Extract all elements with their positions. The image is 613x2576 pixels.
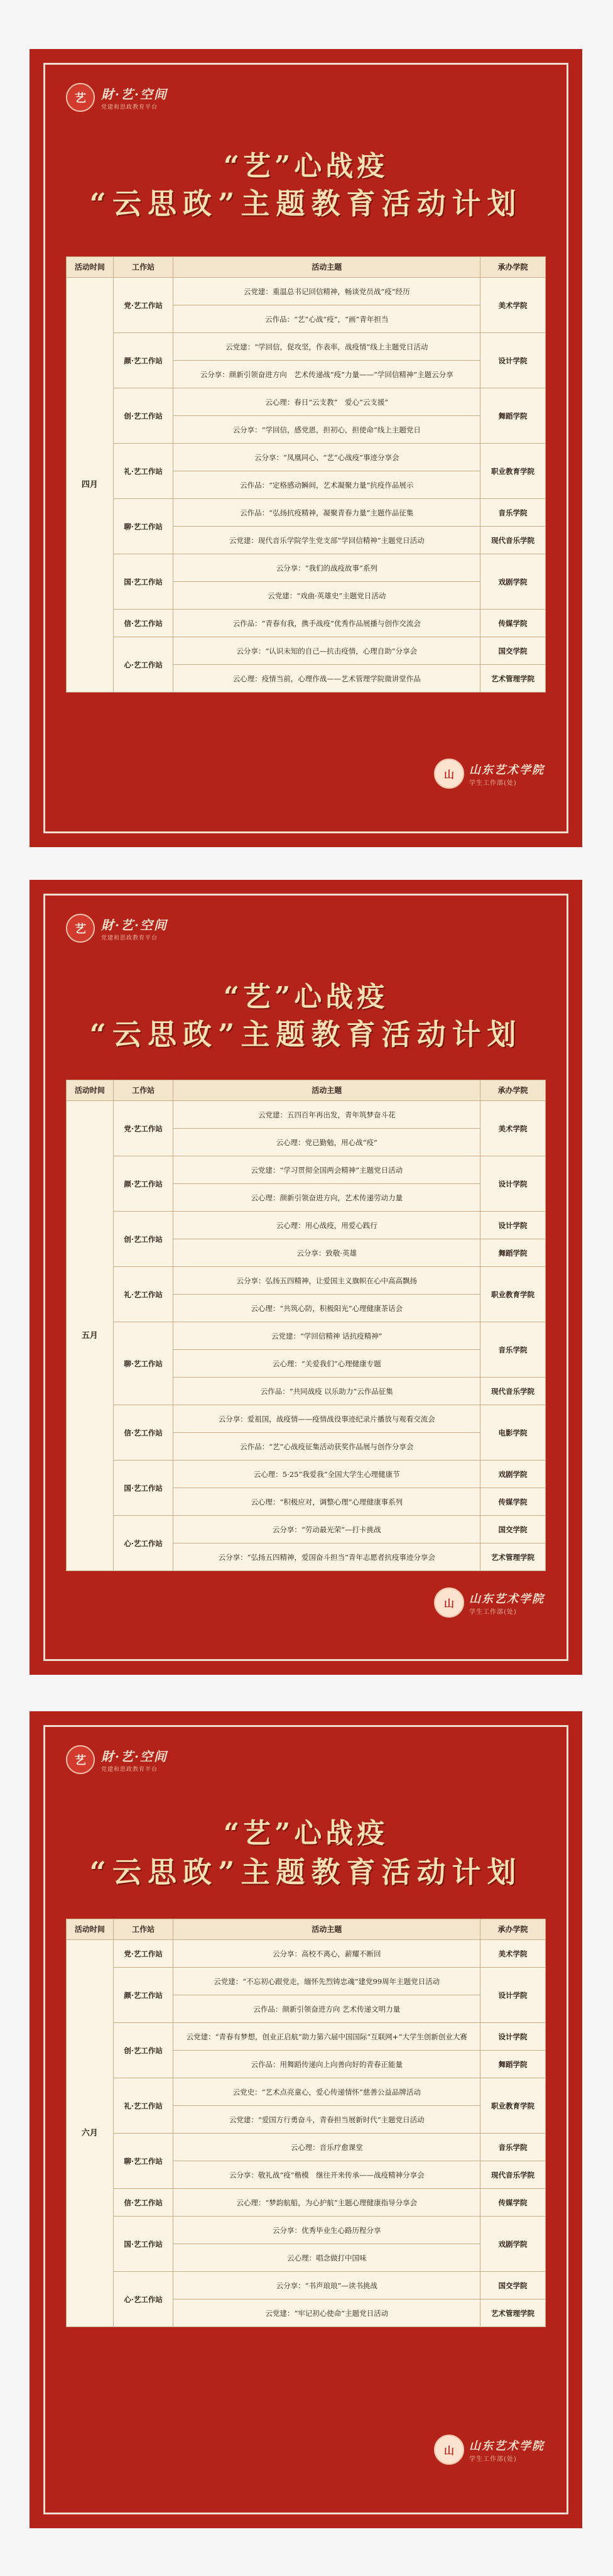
logo-seal-icon: 艺: [66, 1745, 95, 1774]
title-line1: “艺”心战疫: [223, 981, 389, 1013]
college-cell: 职业教育学院: [480, 2078, 546, 2134]
school-seal-icon: 山: [434, 1587, 464, 1618]
header-time: 活动时间: [67, 1080, 114, 1101]
college-cell: 音乐学院: [480, 2134, 546, 2161]
college-cell: 传媒学院: [480, 1488, 546, 1516]
activity-cell: 云分享：优秀毕业生心路历程分享: [173, 2217, 480, 2244]
studio-cell: 创·艺工作站: [113, 2023, 173, 2078]
studio-cell: 国·艺工作站: [113, 554, 173, 610]
logo-name: 財·艺·空间: [101, 87, 168, 102]
studio-cell: 国·艺工作站: [113, 1461, 173, 1516]
header-time: 活动时间: [67, 1919, 114, 1940]
activity-cell: 云心理：“积极应对，调整心理”心理健康事系列: [173, 1488, 480, 1516]
logo-subtitle: 党建和思政教育平台: [101, 104, 158, 111]
poster-april: [30, 49, 582, 847]
table-row: [67, 2078, 546, 2106]
activity-cell: 云作品：颜新引领奋进方向 艺术传递文明力量: [173, 1995, 480, 2023]
studio-cell: 创·艺工作站: [113, 1212, 173, 1267]
activity-cell: 云作品：“共同战疫 以乐助力”云作品征集: [173, 1378, 480, 1405]
poster-june: [30, 1711, 582, 2528]
activity-cell: 云心理：“梦韵航船，为心护航”主题心理健康指导分享会: [173, 2189, 480, 2217]
department-name: 学生工作部(处): [469, 779, 517, 787]
activity-cell: 云心理：颜新引领奋进方向，艺术传递劳动力量: [173, 1184, 480, 1212]
department-name: 学生工作部(处): [469, 2455, 517, 2463]
college-cell: 戏剧学院: [480, 1461, 546, 1488]
month-cell: 六月: [67, 1940, 114, 2327]
table-row: [67, 278, 546, 305]
title-line1: “艺”心战疫: [223, 150, 389, 182]
header-studio: 工作站: [113, 1919, 173, 1940]
college-cell: 传媒学院: [480, 2189, 546, 2217]
activity-cell: 云党建：现代音乐学院学生党支部“学回信精神”主题党日活动: [173, 527, 480, 554]
month-cell: 五月: [67, 1101, 114, 1571]
logo-subtitle: 党建和思政教育平台: [101, 935, 158, 941]
activity-cell: 云心理：“共筑心防，积极阳光”心理健康茶话会: [173, 1295, 480, 1322]
college-cell: 舞蹈学院: [480, 388, 546, 444]
header-college: 承办学院: [480, 257, 546, 278]
table-row: [67, 2023, 546, 2051]
table-row: [67, 1940, 546, 1968]
college-cell: 职业教育学院: [480, 1267, 546, 1322]
college-cell: 职业教育学院: [480, 444, 546, 499]
table-row: [67, 388, 546, 416]
table-row: [67, 1267, 546, 1295]
department-name: 学生工作部(处): [469, 1608, 517, 1616]
college-cell: 国交学院: [480, 2272, 546, 2299]
header-theme: 活动主题: [173, 1080, 480, 1101]
college-cell: 现代音乐学院: [480, 527, 546, 554]
college-cell: 舞蹈学院: [480, 1239, 546, 1267]
plan-table-june: [66, 1919, 546, 2327]
studio-cell: 颜·艺工作站: [113, 1156, 173, 1212]
college-cell: 艺术管理学院: [480, 1543, 546, 1571]
college-cell: 戏剧学院: [480, 2217, 546, 2272]
table-row: [67, 2134, 546, 2161]
activity-cell: 云心理：用心战疫，用爱心践行: [173, 1212, 480, 1239]
college-cell: 现代音乐学院: [480, 2161, 546, 2189]
table-row: [67, 1968, 546, 1995]
college-cell: 国交学院: [480, 637, 546, 665]
studio-cell: 聊·艺工作站: [113, 499, 173, 554]
table-row: [67, 2217, 546, 2244]
studio-cell: 信·艺工作站: [113, 2189, 173, 2217]
college-cell: 设计学院: [480, 1156, 546, 1212]
activity-cell: 云心理：“关爱我们”心理健康专题: [173, 1350, 480, 1378]
studio-cell: 信·艺工作站: [113, 610, 173, 637]
activity-cell: 云心理：5·25“我爱我”全国大学生心理健康节: [173, 1461, 480, 1488]
school-name: 山东艺术学院: [469, 2439, 545, 2453]
header-studio: 工作站: [113, 1080, 173, 1101]
activity-cell: 云党建：“不忘初心跟党走，缅怀先烈铸忠魂”建党99周年主题党日活动: [173, 1968, 480, 1995]
studio-cell: 礼·艺工作站: [113, 1267, 173, 1322]
footer-logo: [434, 1587, 545, 1618]
studio-cell: 党·艺工作站: [113, 278, 173, 333]
activity-cell: 云作品：“弘扬抗疫精神，凝聚青春力量”主题作品征集: [173, 499, 480, 527]
table-row: [67, 1101, 546, 1129]
footer-logo: [434, 758, 545, 789]
activity-cell: 云作品：“青春有我，携手战疫”优秀作品展播与创作交流会: [173, 610, 480, 637]
table-row: [67, 554, 546, 582]
table-row: [67, 610, 546, 637]
poster-may: [30, 880, 582, 1675]
studio-cell: 聊·艺工作站: [113, 1322, 173, 1405]
activity-cell: 云作品：“艺”心战“疫”，“画”青年担当: [173, 305, 480, 333]
table-row: [67, 499, 546, 527]
studio-cell: 礼·艺工作站: [113, 2078, 173, 2134]
header-logo: [66, 913, 168, 944]
college-cell: 戏剧学院: [480, 554, 546, 610]
logo-name: 財·艺·空间: [101, 918, 168, 933]
table-row: [67, 637, 546, 665]
activity-cell: 云心理：唱念做打中国味: [173, 2244, 480, 2272]
activity-cell: 云分享：颜新引领奋进方向 艺术传递战“疫”力量——“学回信精神”主题云分享: [173, 361, 480, 388]
studio-cell: 国·艺工作站: [113, 2217, 173, 2272]
activity-cell: 云分享：高校不离心，薪耀不断回: [173, 1940, 480, 1968]
studio-cell: 心·艺工作站: [113, 637, 173, 693]
activity-cell: 云分享：“劳动最光荣”—打卡挑战: [173, 1516, 480, 1543]
studio-cell: 心·艺工作站: [113, 1516, 173, 1571]
college-cell: 设计学院: [480, 1212, 546, 1239]
studio-cell: 礼·艺工作站: [113, 444, 173, 499]
activity-cell: 云党建：“学回信精神 话抗疫精神”: [173, 1322, 480, 1350]
college-cell: 传媒学院: [480, 610, 546, 637]
table-row: [67, 1322, 546, 1350]
school-seal-icon: 山: [434, 2435, 464, 2465]
logo-seal-icon: 艺: [66, 914, 95, 943]
activity-cell: 云作品：用舞蹈传递向上向善向好的青春正能量: [173, 2051, 480, 2078]
activity-cell: 云分享：“凤凰同心、“艺”心战疫”事迹分享会: [173, 444, 480, 471]
activity-cell: 云党建：“爱国方行勇奋斗，青春担当展新时代”主题党日活动: [173, 2106, 480, 2134]
activity-cell: 云心理：春日“云支教” 爱心“云支援”: [173, 388, 480, 416]
table-row: [67, 333, 546, 361]
header-logo: [66, 82, 168, 113]
activity-cell: 云党史：“艺术点亮童心，爱心传递情怀”慈善公益品牌活动: [173, 2078, 480, 2106]
activity-cell: 云分享：“认识未知的自己—抗击疫情，心理自助”分享会: [173, 637, 480, 665]
activity-cell: 云分享：“学回信，感党恩，担初心，担使命”线上主题党日: [173, 416, 480, 444]
activity-cell: 云党建：“学回信，促攻坚，作表率，战疫情”线上主题党日活动: [173, 333, 480, 361]
plan-table-may: [66, 1080, 546, 1571]
logo-subtitle: 党建和思政教育平台: [101, 1767, 158, 1773]
school-name: 山东艺术学院: [469, 763, 545, 777]
month-cell: 四月: [67, 278, 114, 693]
college-cell: 电影学院: [480, 1405, 546, 1461]
college-cell: 现代音乐学院: [480, 1378, 546, 1405]
college-cell: 美术学院: [480, 1101, 546, 1156]
college-cell: 设计学院: [480, 2023, 546, 2051]
title-line1: “艺”心战疫: [223, 1817, 389, 1850]
activity-cell: 云心理：疫情当前，心理作战——艺术管理学院微讲堂作品: [173, 665, 480, 693]
college-cell: 音乐学院: [480, 499, 546, 527]
activity-cell: 云心理：音乐疗愈课堂: [173, 2134, 480, 2161]
activity-cell: 云心理：党已勤勉，用心战“疫”: [173, 1129, 480, 1156]
studio-cell: 信·艺工作站: [113, 1405, 173, 1461]
activity-cell: 云分享：敬礼战“疫”楷模 继往开来传承——战疫精神分享会: [173, 2161, 480, 2189]
header-time: 活动时间: [67, 257, 114, 278]
studio-cell: 党·艺工作站: [113, 1101, 173, 1156]
activity-cell: 云分享：“书声琅琅”—读书挑战: [173, 2272, 480, 2299]
table-row: [67, 1212, 546, 1239]
college-cell: 舞蹈学院: [480, 2051, 546, 2078]
table-row: [67, 1461, 546, 1488]
activity-cell: 云党建：重温总书记回信精神，畅谈党员战“疫”经历: [173, 278, 480, 305]
activity-cell: 云党建：五四百年再出发，青年筑梦奋斗花: [173, 1101, 480, 1129]
college-cell: 音乐学院: [480, 1322, 546, 1378]
plan-table-april: [66, 256, 546, 693]
studio-cell: 颜·艺工作站: [113, 1968, 173, 2023]
college-cell: 美术学院: [480, 1940, 546, 1968]
header-college: 承办学院: [480, 1080, 546, 1101]
title-line2: “云思政”主题教育活动计划: [89, 1017, 523, 1051]
school-name: 山东艺术学院: [469, 1592, 545, 1606]
activity-cell: 云作品：“定格感动瞬间，艺术凝聚力量”抗疫作品展示: [173, 471, 480, 499]
header-theme: 活动主题: [173, 1919, 480, 1940]
activity-cell: 云分享：“弘扬五四精神，爱国奋斗担当”青年志愿者抗疫事迹分享会: [173, 1543, 480, 1571]
table-row: [67, 1405, 546, 1433]
studio-cell: 创·艺工作站: [113, 388, 173, 444]
studio-cell: 聊·艺工作站: [113, 2134, 173, 2189]
header-theme: 活动主题: [173, 257, 480, 278]
logo-name: 財·艺·空间: [101, 1749, 168, 1764]
studio-cell: 颜·艺工作站: [113, 333, 173, 388]
activity-cell: 云分享：爱祖国，战疫情——疫情战役事迹纪录片播放与观看交流会: [173, 1405, 480, 1433]
activity-cell: 云党建：“戏曲·英雄史”主题党日活动: [173, 582, 480, 610]
table-row: [67, 2189, 546, 2217]
title-line2: “云思政”主题教育活动计划: [89, 187, 523, 221]
title-line2: “云思政”主题教育活动计划: [89, 1855, 523, 1889]
table-row: [67, 1516, 546, 1543]
activity-cell: 云分享：致敬·英雄: [173, 1239, 480, 1267]
activity-cell: 云党建：“学习贯彻全国两会精神”主题党日活动: [173, 1156, 480, 1184]
activity-cell: 云分享：“我们的战疫故事”系列: [173, 554, 480, 582]
table-row: [67, 2272, 546, 2299]
college-cell: 艺术管理学院: [480, 2299, 546, 2327]
header-college: 承办学院: [480, 1919, 546, 1940]
studio-cell: 党·艺工作站: [113, 1940, 173, 1968]
header-studio: 工作站: [113, 257, 173, 278]
college-cell: 国交学院: [480, 1516, 546, 1543]
college-cell: 设计学院: [480, 333, 546, 388]
logo-seal-icon: 艺: [66, 83, 95, 112]
activity-cell: 云分享：弘扬五四精神，让爱国主义旗帜在心中高高飘扬: [173, 1267, 480, 1295]
school-seal-icon: 山: [434, 759, 464, 789]
college-cell: 美术学院: [480, 278, 546, 333]
college-cell: 艺术管理学院: [480, 665, 546, 693]
activity-cell: 云作品：“艺”心战疫征集活动获奖作品展与创作分享会: [173, 1433, 480, 1461]
header-logo: [66, 1744, 168, 1775]
table-row: [67, 444, 546, 471]
studio-cell: 心·艺工作站: [113, 2272, 173, 2327]
college-cell: 设计学院: [480, 1968, 546, 2023]
activity-cell: 云党建：“牢记初心使命”主题党日活动: [173, 2299, 480, 2327]
footer-logo: [434, 2434, 545, 2465]
table-row: [67, 1156, 546, 1184]
activity-cell: 云党建：“青春有梦想，创业正启航”助力第六届中国国际“互联网+”大学生创新创业大赛: [173, 2023, 480, 2051]
